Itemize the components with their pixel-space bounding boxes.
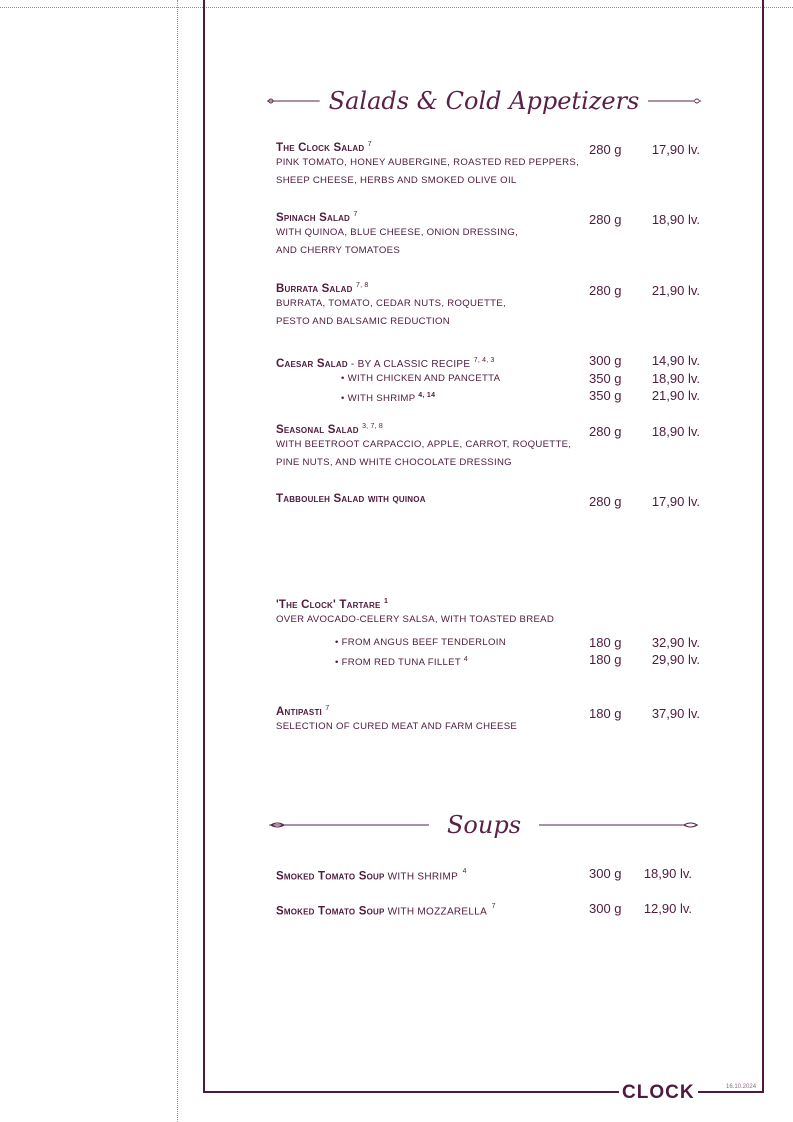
option-label: • FROM ANGUS BEEF TENDERLOIN: [335, 637, 506, 648]
menu-item-clock-salad: [276, 141, 706, 190]
item-name: Spinach Salad: [276, 211, 351, 224]
item-description: WITH BEETROOT CARPACCIO, APPLE, CARROT, ROQUETTE,: [276, 438, 572, 450]
item-description: SELECTION OF CURED MEAT AND FARM CHEESE: [276, 720, 518, 732]
option-weight: 350 g: [589, 371, 622, 386]
item-weight: 280 g: [589, 283, 622, 298]
fold-guide-vertical: [177, 0, 178, 1122]
option-angus: [335, 634, 506, 651]
menu-item-spinach-salad: [276, 211, 706, 260]
item-allergens: 7: [367, 141, 372, 148]
item-description: PESTO AND BALSAMIC REDUCTION: [276, 315, 451, 327]
item-description: SHEEP CHEESE, HERBS AND SMOKED OLIVE OIL: [276, 174, 517, 186]
item-name: Tabbouleh Salad with quinoa: [276, 493, 426, 505]
item-allergens: 7: [325, 705, 330, 712]
item-allergens: 1: [383, 598, 389, 605]
item-price: 14,90 lv.: [651, 353, 700, 368]
item-name: Caesar Salad: [276, 357, 348, 370]
option-price: 32,90 lv.: [651, 635, 700, 650]
item-price: 12,90 lv.: [643, 901, 692, 916]
item-description: PINK TOMATO, HONEY AUBERGINE, ROASTED RED PEPPERS,: [276, 156, 580, 168]
item-weight: 280 g: [589, 142, 622, 157]
option-price: 18,90 lv.: [651, 371, 700, 386]
item-description: OVER AVOCADO-CELERY SALSA, WITH TOASTED BREAD: [276, 613, 555, 625]
item-weight: 280 g: [589, 212, 622, 227]
section-heading-salads: [266, 86, 702, 116]
option-price: 29,90 lv.: [651, 652, 700, 667]
ornament-left: [266, 819, 429, 831]
item-price: 21,90 lv.: [651, 283, 700, 298]
option-weight: 180 g: [589, 635, 622, 650]
item-note: WITH MOZZARELLA: [384, 906, 488, 918]
item-description: WITH QUINOA, BLUE CHEESE, ONION DRESSING,: [276, 226, 519, 238]
item-name: Smoked Tomato Soup: [276, 870, 385, 883]
item-name: 'The Clock' Tartare: [276, 598, 381, 611]
option-allergens: 4, 14: [418, 392, 436, 399]
item-note: - BY A CLASSIC RECIPE: [347, 358, 471, 370]
clock-logo: CLOCK: [619, 1083, 698, 1103]
item-weight: 300 g: [589, 353, 622, 368]
print-date: 16.10.2024: [726, 1084, 757, 1090]
item-note: WITH SHRIMP: [384, 871, 459, 883]
item-weight: 300 g: [589, 866, 622, 881]
item-price: 37,90 lv.: [651, 706, 700, 721]
option-label: • FROM RED TUNA FILLET: [335, 657, 461, 669]
item-name: Seasonal Salad: [276, 423, 359, 436]
option-label: • WITH SHRIMP: [341, 393, 416, 405]
ornament-left: [266, 95, 320, 107]
item-name: Smoked Tomato Soup: [276, 905, 385, 918]
option-shrimp: [341, 387, 435, 404]
ornament-right: [539, 819, 702, 831]
option-tuna: [335, 651, 468, 668]
menu-item-burrata-salad: [276, 282, 706, 331]
item-name: The Clock Salad: [276, 141, 365, 154]
menu-item-seasonal-salad: [276, 423, 706, 472]
option-chicken: [341, 370, 500, 387]
item-name: Antipasti: [276, 705, 322, 718]
menu-item-caesar-salad: [276, 352, 706, 369]
item-price: 18,90 lv.: [651, 212, 700, 227]
ornament-right: [648, 95, 702, 107]
option-weight: 180 g: [589, 652, 622, 667]
option-allergens: 4: [463, 656, 468, 663]
option-label: • WITH CHICKEN AND PANCETTA: [341, 373, 501, 384]
menu-item-tartare: [276, 598, 706, 629]
item-allergens: 7: [353, 211, 358, 218]
item-description: BURRATA, TOMATO, CEDAR NUTS, ROQUETTE,: [276, 297, 506, 309]
item-price: 17,90 lv.: [651, 142, 700, 157]
item-allergens: 7: [491, 903, 496, 910]
item-name: Burrata Salad: [276, 282, 353, 295]
section-title-salads: Salads & Cold Appetizers: [328, 87, 640, 115]
item-allergens: 7, 4, 3: [473, 357, 495, 364]
item-description: AND CHERRY TOMATOES: [276, 244, 401, 256]
item-price: 18,90 lv.: [643, 866, 692, 881]
item-price: 18,90 lv.: [651, 424, 700, 439]
item-allergens: 4: [462, 868, 467, 875]
item-allergens: 7, 8: [355, 282, 369, 289]
menu-item-tabbouleh: [276, 493, 706, 505]
item-allergens: 3, 7, 8: [362, 423, 383, 430]
item-weight: 300 g: [589, 901, 622, 916]
item-price: 17,90 lv.: [651, 494, 700, 509]
item-weight: 280 g: [589, 494, 622, 509]
option-weight: 350 g: [589, 388, 622, 403]
item-weight: 280 g: [589, 424, 622, 439]
option-price: 21,90 lv.: [651, 388, 700, 403]
section-title-soups: Soups: [446, 811, 522, 839]
item-weight: 180 g: [589, 706, 622, 721]
menu-item-antipasti: [276, 705, 706, 736]
section-heading-soups: [266, 810, 702, 840]
item-description: PINE NUTS, AND WHITE CHOCOLATE DRESSING: [276, 456, 512, 468]
